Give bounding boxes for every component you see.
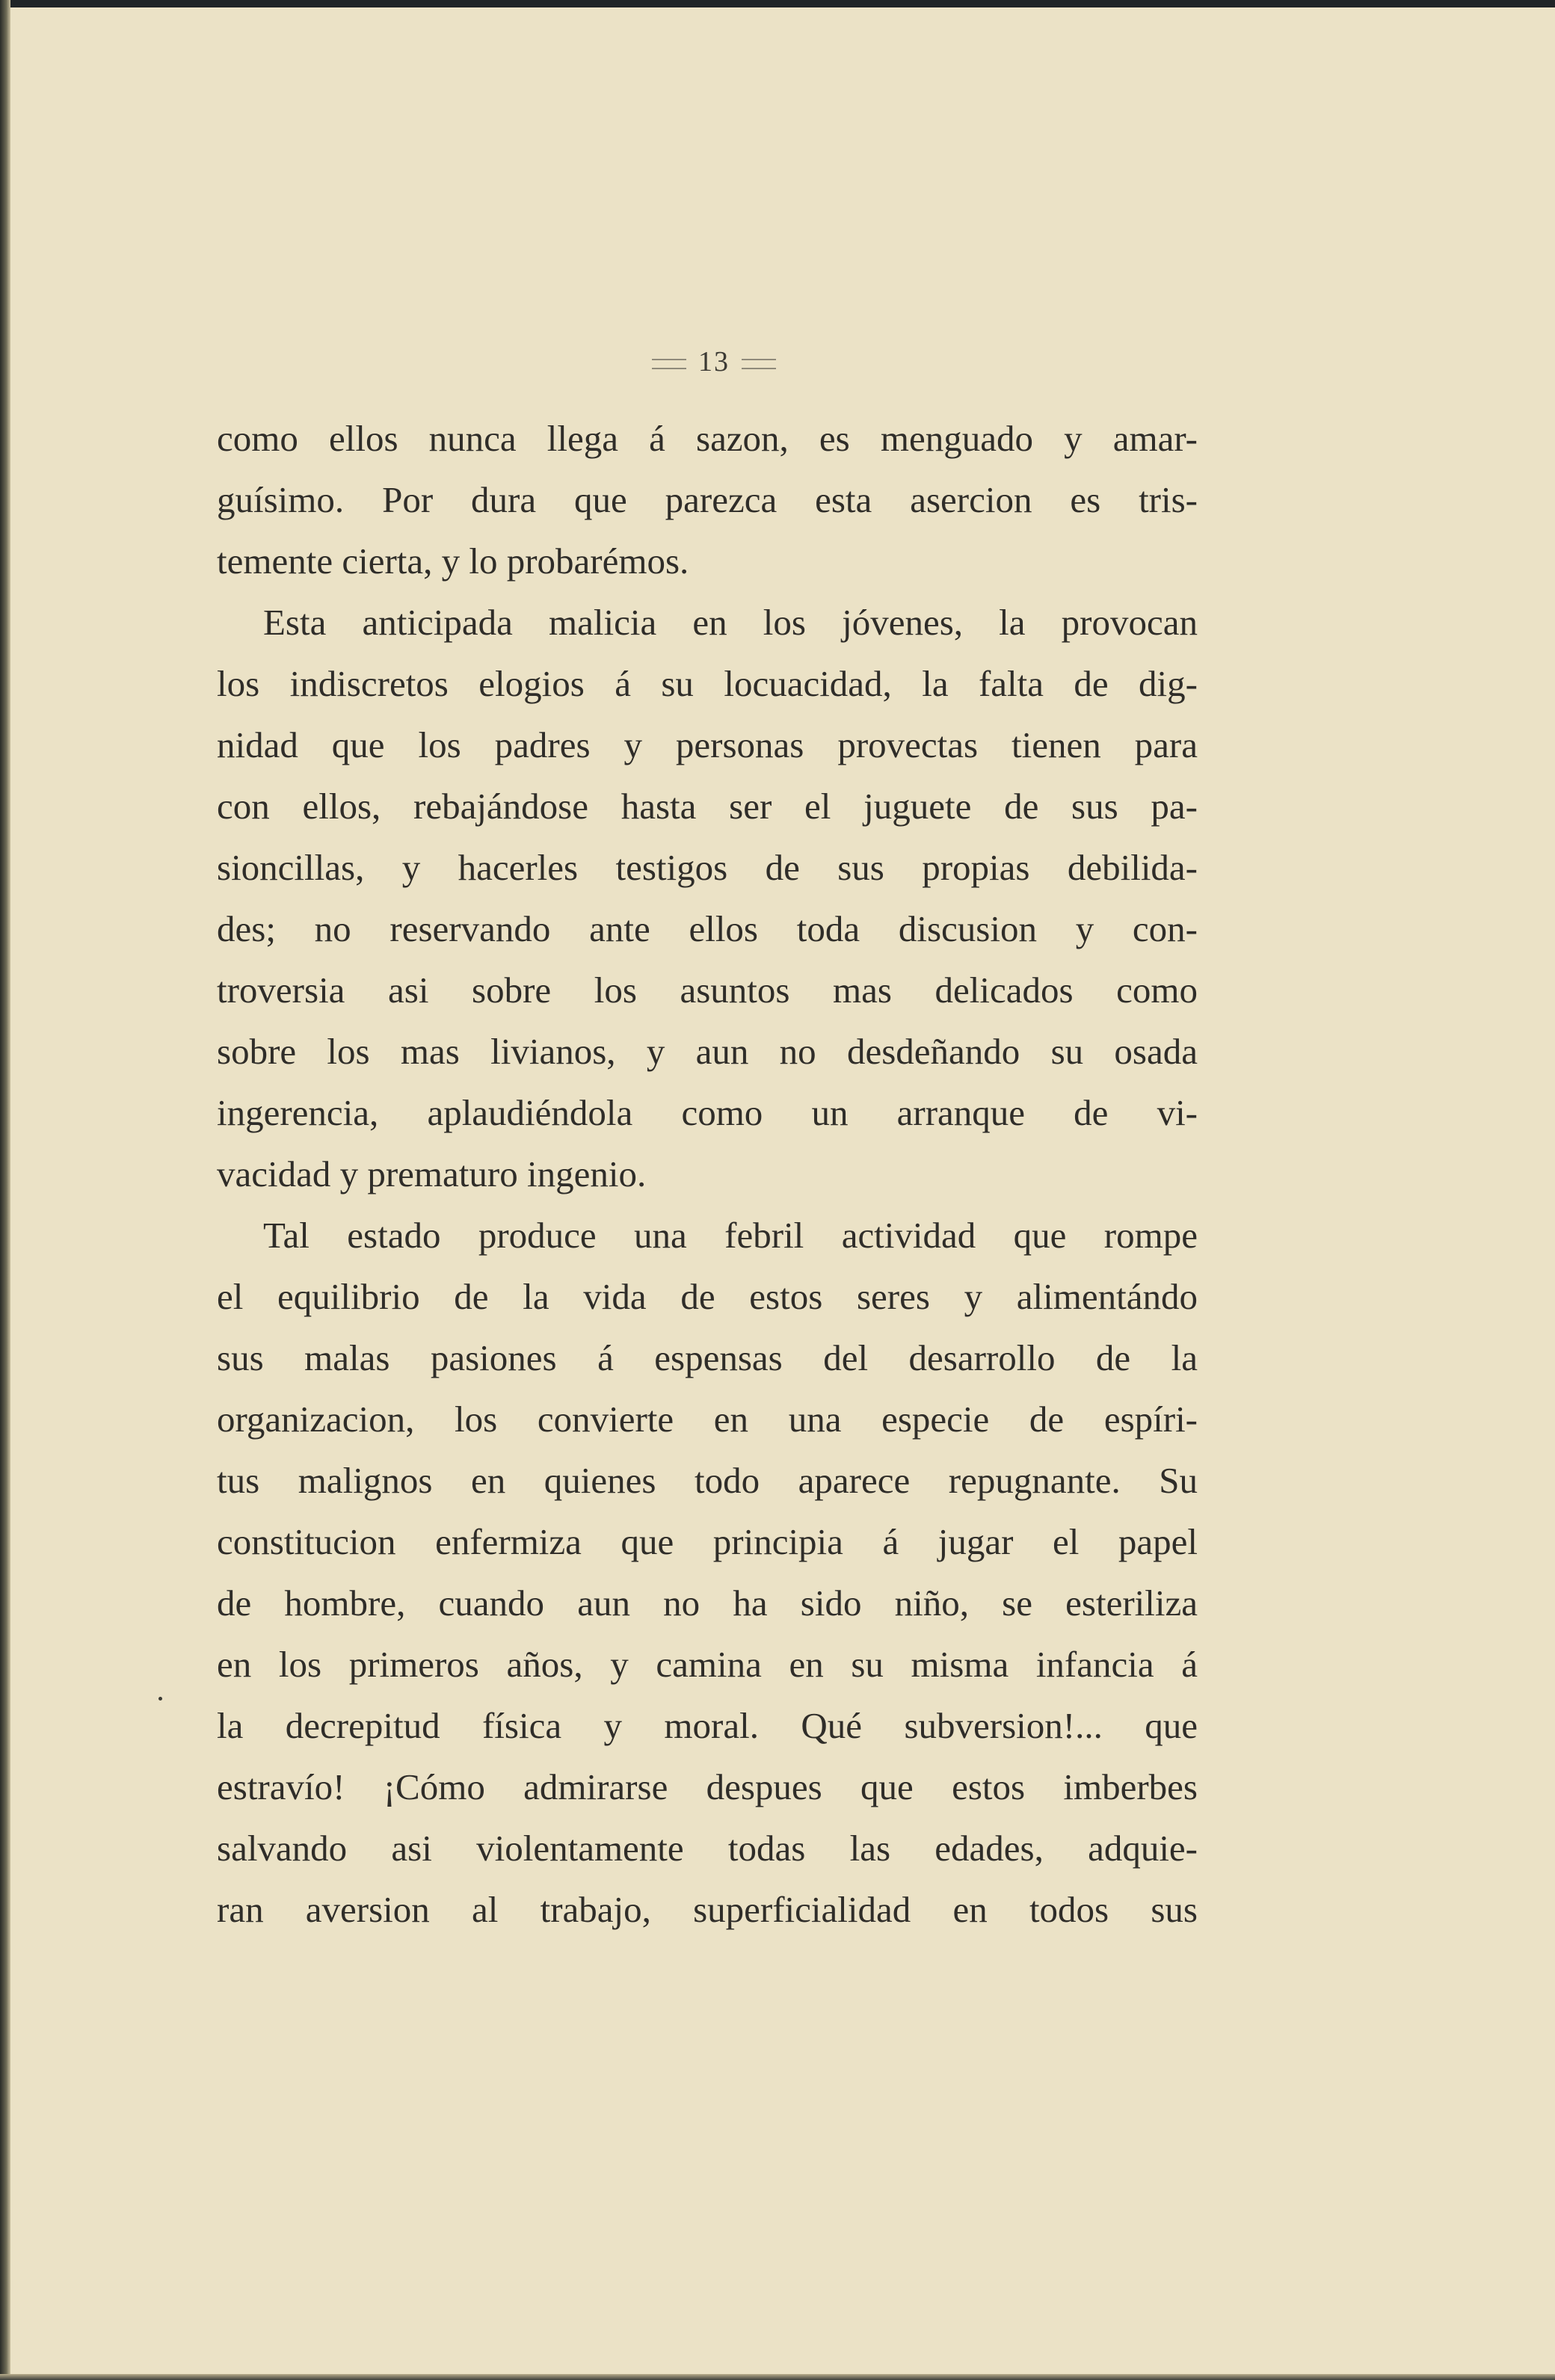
text-line: ran aversion al trabajo, superficialidad en todos sus (217, 1889, 1198, 1930)
text-line: sobre los mas livianos, y aun no desdeñando su osada (217, 1031, 1198, 1072)
text-line: guísimo. Por dura que parezca esta asercion es tris- (217, 479, 1198, 520)
page-number-text: 13 (698, 346, 730, 377)
text-line: estravío! ¡Cómo admirarse despues que estos imberbes (217, 1766, 1198, 1807)
scan-frame-top (0, 0, 1555, 7)
text-line: sus malas pasiones á espensas del desarrollo de la (217, 1337, 1198, 1378)
text-line: en los primeros años, y camina en su misma infancia á (217, 1644, 1198, 1685)
text-line: temente cierta, y lo probarémos. (217, 540, 689, 582)
text-line: como ellos nunca llega á sazon, es menguado y amar- (217, 418, 1198, 459)
text-line: des; no reservando ante ellos toda discusion y con- (217, 908, 1198, 949)
text-line: constitucion enfermiza que principia á jugar el papel (217, 1521, 1198, 1562)
text-line: salvando asi violentamente todas las edades, adquie- (217, 1828, 1198, 1869)
text-line: los indiscretos elogios á su locuacidad, la falta de dig- (217, 663, 1198, 704)
text-line: organizacion, los convierte en una especie de espíri- (217, 1399, 1198, 1440)
text-line: tus malignos en quienes todo aparece repugnante. Su (217, 1460, 1198, 1501)
text-line: troversia asi sobre los asuntos mas delicados como (217, 969, 1198, 1011)
page-number (0, 345, 1428, 378)
body-text (217, 408, 1198, 1940)
text-line: sioncillas, y hacerles testigos de sus propias debilida- (217, 847, 1198, 888)
text-line: Esta anticipada malicia en los jóvenes, la provocan (263, 602, 1198, 643)
page-number-rule-right (742, 359, 776, 369)
ink-speck (158, 1697, 162, 1701)
text-line: vacidad y prematuro ingenio. (217, 1153, 647, 1194)
text-line: ingerencia, aplaudiéndola como un arranque de vi- (217, 1092, 1198, 1133)
page-number-rule-left (652, 359, 686, 369)
text-line: la decrepitud física y moral. Qué subversion!... que (217, 1705, 1198, 1746)
text-line: de hombre, cuando aun no ha sido niño, se esteriliza (217, 1582, 1198, 1624)
scan-frame-bottom (0, 2374, 1555, 2380)
text-line: nidad que los padres y personas provectas tienen para (217, 724, 1198, 765)
text-line: con ellos, rebajándose hasta ser el juguete de sus pa- (217, 786, 1198, 827)
text-line: el equilibrio de la vida de estos seres y alimentándo (217, 1276, 1198, 1317)
text-line: Tal estado produce una febril actividad que rompe (263, 1215, 1198, 1256)
